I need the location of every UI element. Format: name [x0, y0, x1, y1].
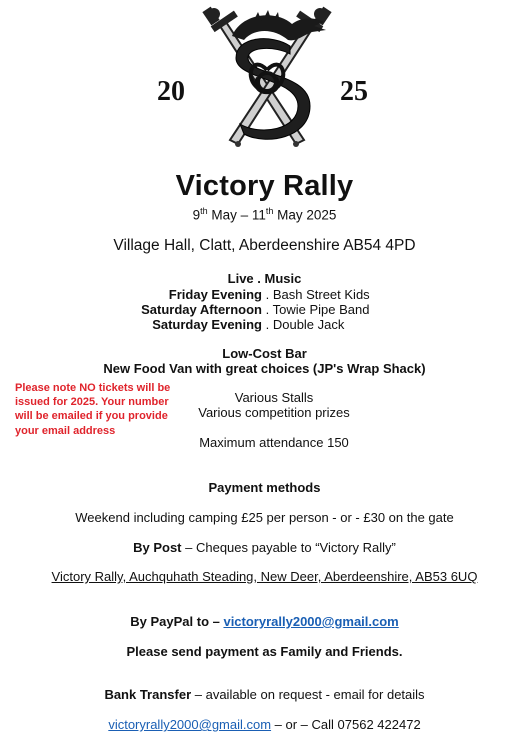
food-van-info: New Food Van with great choices (JP's Wrap Shack) [103, 361, 426, 376]
post-label: By Post [133, 540, 182, 555]
event-dates [0, 206, 529, 223]
prizes-info: Various competition prizes [198, 405, 350, 420]
bank-transfer [0, 687, 529, 702]
act-name: Bash Street Kids [272, 287, 370, 302]
paypal-payment [0, 614, 529, 629]
post-payment [0, 540, 529, 555]
act-day: Friday Evening [168, 287, 262, 302]
act-sep: . [262, 287, 273, 302]
start-day: 9 [192, 207, 201, 223]
ticket-notice: Please note NO tickets will be issued for 2025. Your number will be emailed if you provide your email address [15, 382, 171, 437]
year-right: 25 [340, 76, 368, 107]
stalls-info: Various Stalls [234, 390, 314, 405]
family-friends-note: Please send payment as Family and Friends. [126, 644, 403, 659]
post-text: – Cheques payable to “Victory Rally” [181, 540, 396, 555]
attendance-info: Maximum attendance 150 [199, 435, 349, 450]
act-row [0, 302, 369, 317]
start-rest: May – [207, 207, 252, 223]
act-name: Towie Pipe Band [272, 302, 370, 317]
phone-number: Call 07562 422472 [311, 717, 421, 732]
paypal-label: By PayPal to – [130, 614, 224, 629]
year-left: 20 [157, 76, 185, 107]
price-info: Weekend including camping £25 per person - or - £30 on the gate [75, 510, 454, 525]
bank-label: Bank Transfer [104, 687, 192, 702]
act-row [0, 317, 344, 332]
act-sep: . [262, 317, 273, 332]
event-title: Victory Rally [175, 170, 354, 202]
act-name: Double Jack [272, 317, 345, 332]
live-music-heading: Live . Music [227, 271, 302, 286]
contact-email-link[interactable]: victoryrally2000@gmail.com [108, 717, 272, 732]
act-day: Saturday Evening [152, 317, 262, 332]
viking-dragon-swords-knot-icon [192, 6, 342, 158]
act-sep: . [262, 302, 273, 317]
end-day: 11 [251, 207, 266, 223]
paypal-email-link[interactable]: victoryrally2000@gmail.com [223, 614, 399, 629]
bank-text: – available on request - email for details [191, 687, 425, 702]
bar-info: Low-Cost Bar [222, 346, 307, 361]
act-day: Saturday Afternoon [141, 302, 262, 317]
end-rest: May 2025 [273, 207, 337, 223]
act-row [0, 287, 370, 302]
post-address: Victory Rally, Auchquhath Steading, New Deer, Aberdeenshire, AB53 6UQ [51, 569, 478, 584]
start-suffix: th [200, 206, 208, 216]
contact-line [0, 717, 529, 732]
contact-sep: – or – [271, 717, 312, 732]
payment-heading: Payment methods [208, 480, 321, 495]
end-suffix: th [265, 206, 274, 216]
venue-address: Village Hall, Clatt, Aberdeenshire AB54 4PD [113, 237, 416, 254]
